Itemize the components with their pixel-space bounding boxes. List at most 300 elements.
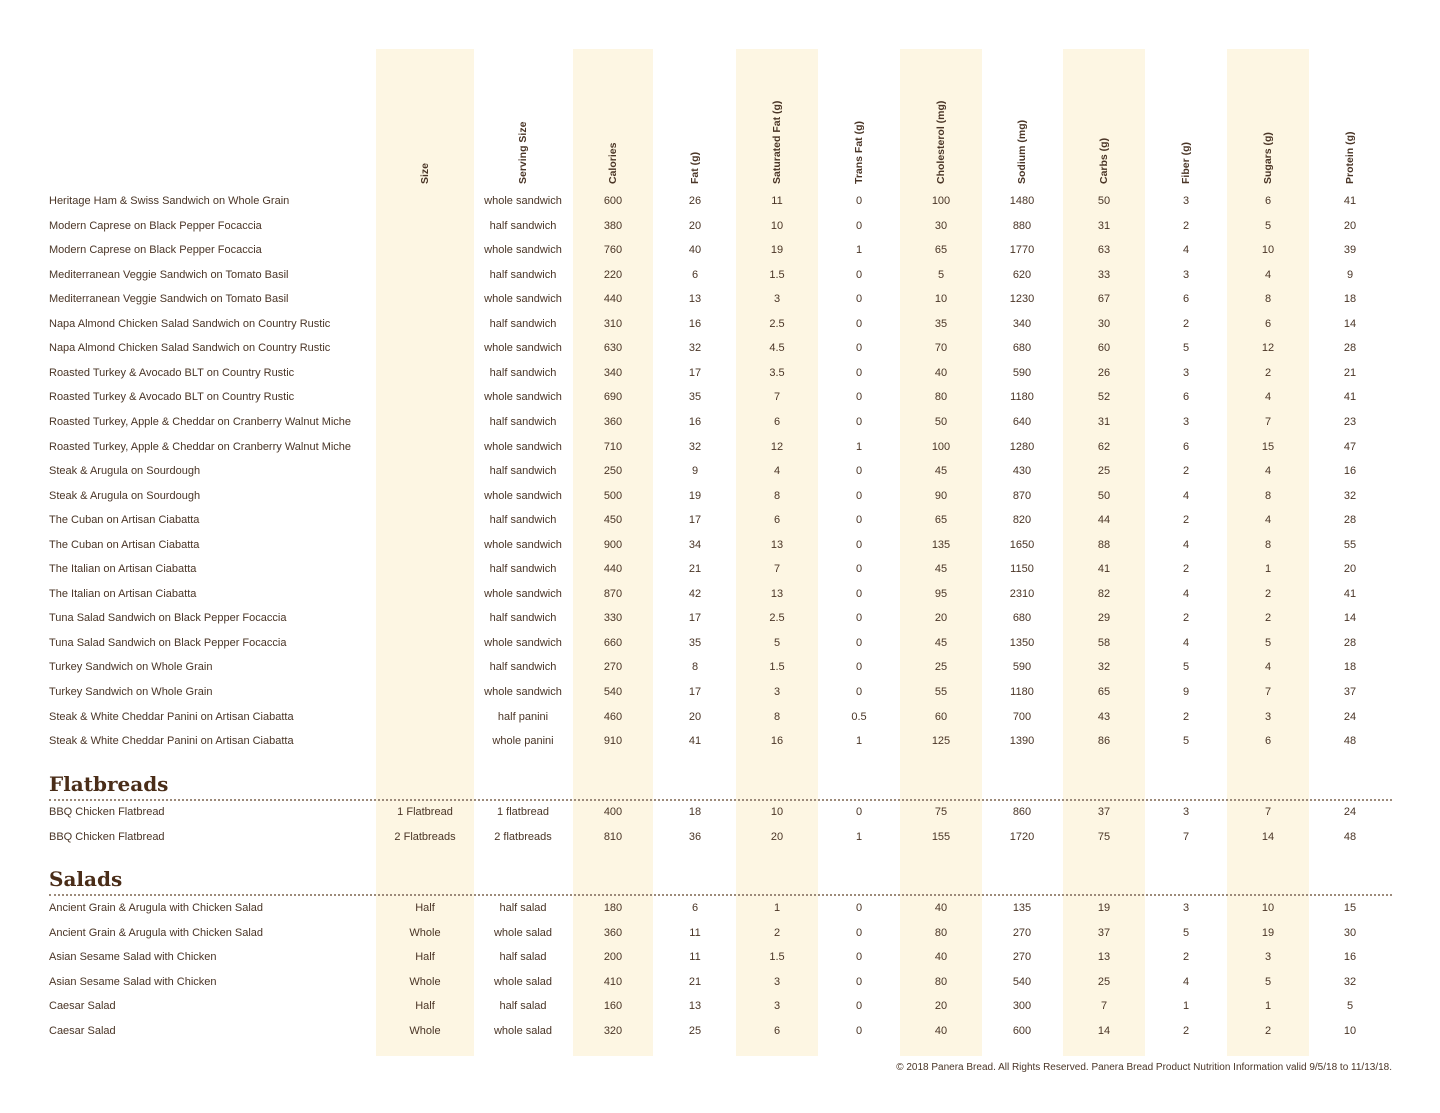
cell-serving: half sandwich (489, 612, 557, 625)
cell-pro: 39 (1343, 244, 1357, 257)
cell-sug: 10 (1261, 244, 1275, 257)
cell-trans: 0 (855, 391, 863, 404)
cell-sug: 5 (1264, 219, 1272, 232)
item-name: Caesar Salad (49, 1000, 116, 1013)
cell-size (370, 264, 480, 286)
item-name: Steak & White Cheddar Panini on Artisan Ciabatta (49, 710, 294, 723)
table-row (0, 922, 1440, 944)
cell-sug: 4 (1264, 514, 1272, 527)
column-header-label: Sodium (mg) (1016, 119, 1028, 184)
item-name: Modern Caprese on Black Pepper Focaccia (49, 244, 262, 257)
cell-sod: 640 (1012, 415, 1032, 428)
table-row (0, 681, 1440, 703)
cell-fat: 41 (688, 735, 702, 748)
table-row (0, 215, 1440, 237)
cell-trans: 0 (855, 902, 863, 914)
cell-sug: 2 (1264, 612, 1272, 625)
cell-cal: 450 (603, 514, 623, 527)
cell-sat: 3 (773, 686, 781, 698)
cell-fat: 11 (689, 926, 701, 939)
cell-sat: 2.5 (769, 612, 785, 625)
item-name: BBQ Chicken Flatbread (49, 806, 165, 818)
table-row (0, 1020, 1440, 1042)
cell-chol: 100 (931, 440, 951, 453)
cell-sug: 6 (1264, 735, 1272, 748)
cell-cal: 160 (603, 1000, 623, 1013)
cell-size: Whole (409, 975, 441, 988)
cell-fib: 5 (1182, 661, 1190, 674)
cell-chol: 125 (931, 735, 951, 748)
cell-carb: 52 (1097, 391, 1111, 404)
cell-carb: 82 (1097, 587, 1111, 600)
cell-chol: 70 (934, 342, 948, 355)
cell-serving: half sandwich (489, 415, 557, 428)
cell-cal: 540 (603, 686, 623, 698)
cell-sod: 820 (1012, 514, 1032, 527)
cell-trans: 0 (855, 317, 863, 330)
cell-carb: 30 (1097, 317, 1111, 330)
cell-fat: 20 (688, 710, 702, 723)
cell-sod: 2310 (1009, 587, 1035, 600)
cell-fat: 32 (688, 342, 702, 355)
cell-trans: 0 (855, 342, 863, 355)
cell-cal: 200 (603, 951, 623, 964)
cell-carb: 88 (1097, 538, 1111, 551)
cell-pro: 24 (1343, 806, 1357, 818)
item-name: Asian Sesame Salad with Chicken (49, 951, 217, 964)
cell-size (370, 215, 480, 237)
column-header-label: Saturated Fat (g) (771, 100, 783, 184)
table-row (0, 190, 1440, 212)
cell-fat: 9 (691, 465, 699, 478)
cell-fib: 3 (1182, 366, 1190, 379)
cell-sod: 1390 (1009, 735, 1035, 748)
cell-sod: 540 (1012, 975, 1032, 988)
cell-serving: whole sandwich (484, 440, 562, 453)
table-row (0, 946, 1440, 968)
cell-pro: 9 (1346, 268, 1354, 281)
cell-size: Half (415, 902, 435, 914)
cell-fib: 2 (1182, 465, 1190, 478)
cell-chol: 25 (934, 661, 948, 674)
cell-chol: 40 (934, 902, 948, 914)
cell-fat: 16 (688, 317, 702, 330)
cell-pro: 47 (1343, 440, 1357, 453)
cell-carb: 33 (1097, 268, 1111, 281)
cell-sod: 1350 (1009, 636, 1035, 649)
cell-fib: 6 (1182, 440, 1190, 453)
cell-sug: 7 (1264, 806, 1272, 818)
cell-trans: 0.5 (851, 710, 867, 723)
cell-trans: 0 (855, 686, 863, 698)
cell-fib: 4 (1182, 636, 1190, 649)
cell-trans: 0 (855, 366, 863, 379)
section-divider (49, 894, 1392, 896)
cell-fib: 6 (1182, 293, 1190, 306)
cell-chol: 80 (934, 926, 948, 939)
cell-pro: 41 (1343, 391, 1357, 404)
cell-fib: 3 (1182, 806, 1190, 818)
cell-size: Whole (409, 926, 441, 939)
table-row (0, 632, 1440, 654)
cell-size (370, 730, 480, 752)
cell-fib: 3 (1182, 268, 1190, 281)
cell-chol: 20 (934, 612, 948, 625)
cell-fib: 2 (1182, 563, 1190, 576)
cell-pro: 14 (1343, 612, 1357, 625)
cell-trans: 0 (855, 806, 863, 818)
cell-sug: 4 (1264, 465, 1272, 478)
cell-pro: 20 (1343, 563, 1357, 576)
cell-chol: 40 (934, 366, 948, 379)
cell-sod: 300 (1012, 1000, 1032, 1013)
cell-chol: 60 (934, 710, 948, 723)
cell-serving: half panini (497, 710, 549, 723)
cell-serving: half sandwich (489, 465, 557, 478)
cell-serving: whole sandwich (484, 244, 562, 257)
cell-serving: whole sandwich (484, 587, 562, 600)
cell-cal: 440 (603, 563, 623, 576)
cell-pro: 24 (1343, 710, 1357, 723)
cell-carb: 50 (1097, 195, 1111, 207)
cell-trans: 0 (855, 489, 863, 502)
cell-chol: 20 (934, 1000, 948, 1013)
cell-pro: 28 (1343, 342, 1357, 355)
column-header-label: Protein (g) (1344, 131, 1356, 184)
cell-pro: 21 (1343, 366, 1357, 379)
cell-carb: 37 (1097, 926, 1111, 939)
cell-sug: 1 (1264, 1000, 1272, 1013)
item-name: Caesar Salad (49, 1024, 116, 1037)
cell-chol: 55 (934, 686, 948, 698)
cell-cal: 250 (603, 465, 623, 478)
cell-fib: 6 (1182, 391, 1190, 404)
table-row (0, 460, 1440, 482)
cell-sod: 1650 (1009, 538, 1035, 551)
cell-trans: 1 (855, 830, 863, 843)
cell-fib: 2 (1182, 514, 1190, 527)
cell-sod: 600 (1012, 1024, 1032, 1037)
cell-trans: 0 (855, 563, 863, 576)
cell-serving: whole panini (492, 735, 554, 748)
cell-serving: half sandwich (489, 661, 557, 674)
cell-serving: whole sandwich (484, 636, 562, 649)
cell-fat: 19 (688, 489, 702, 502)
cell-chol: 40 (934, 1024, 948, 1037)
cell-chol: 80 (934, 391, 948, 404)
cell-sat: 6 (773, 415, 781, 428)
cell-trans: 0 (855, 195, 863, 207)
cell-size: Half (415, 951, 435, 964)
cell-cal: 690 (603, 391, 623, 404)
cell-sat: 13 (770, 587, 784, 600)
cell-cal: 270 (603, 661, 623, 674)
cell-sat: 11 (771, 195, 783, 207)
column-header-label: Fat (g) (689, 151, 701, 184)
column-header-label: Fiber (g) (1180, 142, 1192, 184)
item-name: The Italian on Artisan Ciabatta (49, 563, 197, 576)
cell-fat: 11 (689, 951, 701, 964)
cell-fat: 21 (688, 975, 702, 988)
cell-pro: 5 (1346, 1000, 1354, 1013)
cell-chol: 50 (934, 415, 948, 428)
cell-cal: 710 (603, 440, 623, 453)
cell-sod: 270 (1012, 926, 1032, 939)
item-name: Steak & Arugula on Sourdough (49, 465, 201, 478)
cell-size (370, 190, 480, 212)
cell-trans: 0 (855, 465, 863, 478)
cell-chol: 35 (934, 317, 948, 330)
table-row (0, 509, 1440, 531)
cell-pro: 15 (1343, 902, 1357, 914)
cell-chol: 30 (934, 219, 948, 232)
cell-serving: whole sandwich (484, 489, 562, 502)
cell-trans: 0 (855, 612, 863, 625)
cell-serving: whole salad (493, 1024, 553, 1037)
cell-sug: 5 (1264, 636, 1272, 649)
table-row (0, 583, 1440, 605)
cell-sod: 860 (1012, 806, 1032, 818)
cell-serving: 1 flatbread (497, 806, 549, 818)
cell-trans: 0 (855, 926, 863, 939)
cell-chol: 80 (934, 975, 948, 988)
cell-fib: 2 (1182, 1024, 1190, 1037)
cell-fat: 35 (688, 391, 702, 404)
cell-carb: 7 (1100, 1000, 1108, 1013)
cell-carb: 32 (1097, 661, 1111, 674)
cell-serving: half sandwich (489, 563, 557, 576)
cell-trans: 0 (855, 587, 863, 600)
cell-sug: 3 (1264, 710, 1272, 723)
cell-chol: 45 (934, 636, 948, 649)
cell-serving: half sandwich (489, 514, 557, 527)
cell-fat: 35 (688, 636, 702, 649)
cell-sod: 1180 (1010, 391, 1034, 404)
cell-fat: 8 (691, 661, 699, 674)
cell-sat: 5 (773, 636, 781, 649)
cell-chol: 90 (934, 489, 948, 502)
cell-carb: 41 (1097, 563, 1111, 576)
cell-sod: 620 (1012, 268, 1032, 281)
cell-fat: 6 (691, 268, 699, 281)
cell-size (370, 706, 480, 728)
cell-chol: 135 (931, 538, 951, 551)
cell-serving: whole sandwich (484, 195, 562, 207)
cell-carb: 43 (1097, 710, 1111, 723)
column-header-label: Size (419, 162, 431, 184)
cell-pro: 32 (1343, 975, 1357, 988)
cell-sat: 2 (773, 926, 781, 939)
table-row (0, 607, 1440, 629)
cell-pro: 37 (1343, 686, 1357, 698)
item-name: Steak & White Cheddar Panini on Artisan Ciabatta (49, 735, 294, 748)
cell-sat: 12 (770, 440, 784, 453)
cell-sug: 6 (1264, 195, 1272, 207)
item-name: Turkey Sandwich on Whole Grain (49, 686, 213, 698)
cell-sod: 590 (1012, 366, 1032, 379)
table-row (0, 436, 1440, 458)
cell-sug: 6 (1264, 317, 1272, 330)
cell-cal: 600 (603, 195, 623, 207)
cell-cal: 330 (603, 612, 623, 625)
cell-carb: 63 (1097, 244, 1111, 257)
cell-pro: 28 (1343, 636, 1357, 649)
cell-carb: 50 (1097, 489, 1111, 502)
cell-carb: 75 (1097, 830, 1111, 843)
cell-pro: 18 (1343, 293, 1357, 306)
cell-sug: 2 (1264, 587, 1272, 600)
cell-carb: 31 (1097, 415, 1111, 428)
cell-pro: 55 (1343, 538, 1357, 551)
table-row (0, 288, 1440, 310)
item-name: Modern Caprese on Black Pepper Focaccia (49, 219, 262, 232)
cell-size (370, 632, 480, 654)
table-row (0, 239, 1440, 261)
cell-cal: 400 (603, 806, 623, 818)
table-row (0, 897, 1440, 919)
cell-carb: 25 (1097, 465, 1111, 478)
item-name: Mediterranean Veggie Sandwich on Tomato Basil (49, 293, 289, 306)
cell-pro: 16 (1343, 465, 1357, 478)
item-name: Mediterranean Veggie Sandwich on Tomato Basil (49, 268, 289, 281)
cell-cal: 910 (603, 735, 623, 748)
cell-sat: 4 (773, 465, 781, 478)
cell-carb: 26 (1097, 366, 1111, 379)
cell-fib: 3 (1182, 415, 1190, 428)
cell-size (370, 386, 480, 408)
cell-sat: 3 (773, 1000, 781, 1013)
cell-serving: half sandwich (489, 366, 557, 379)
section-title: Flatbreads (49, 772, 169, 796)
cell-cal: 310 (603, 317, 623, 330)
cell-fat: 36 (688, 830, 702, 843)
cell-fat: 16 (688, 415, 702, 428)
cell-cal: 220 (603, 268, 623, 281)
cell-carb: 86 (1097, 735, 1111, 748)
cell-fat: 20 (688, 219, 702, 232)
cell-sod: 340 (1012, 317, 1032, 330)
cell-serving: half salad (499, 1000, 547, 1013)
column-header-label: Sugars (g) (1262, 132, 1274, 184)
cell-sat: 3.5 (769, 366, 785, 379)
column-header-label: Cholesterol (mg) (935, 100, 947, 184)
cell-sat: 20 (770, 830, 784, 843)
item-name: Napa Almond Chicken Salad Sandwich on Country Rustic (49, 317, 331, 330)
column-header-label: Calories (607, 142, 619, 184)
cell-fib: 4 (1182, 587, 1190, 600)
cell-sug: 8 (1264, 538, 1272, 551)
cell-trans: 0 (855, 415, 863, 428)
cell-size: Half (415, 1000, 435, 1013)
item-name: Ancient Grain & Arugula with Chicken Salad (49, 902, 264, 914)
cell-size (370, 337, 480, 359)
cell-fat: 32 (688, 440, 702, 453)
item-name: The Cuban on Artisan Ciabatta (49, 514, 200, 527)
cell-sat: 10 (770, 806, 784, 818)
cell-sug: 1 (1264, 563, 1272, 576)
cell-sug: 7 (1264, 415, 1272, 428)
cell-serving: 2 flatbreads (494, 830, 552, 843)
cell-trans: 0 (855, 661, 863, 674)
cell-trans: 0 (855, 514, 863, 527)
cell-sug: 2 (1264, 1024, 1272, 1037)
cell-trans: 0 (855, 293, 863, 306)
cell-cal: 460 (603, 710, 623, 723)
cell-carb: 62 (1097, 440, 1111, 453)
cell-cal: 340 (603, 366, 623, 379)
cell-size: 1 Flatbread (397, 806, 453, 818)
cell-sod: 1720 (1009, 830, 1035, 843)
cell-chol: 75 (934, 806, 948, 818)
item-name: BBQ Chicken Flatbread (49, 830, 165, 843)
cell-chol: 45 (934, 563, 948, 576)
cell-fib: 2 (1182, 612, 1190, 625)
item-name: The Cuban on Artisan Ciabatta (49, 538, 200, 551)
item-name: Roasted Turkey, Apple & Cheddar on Cranberry Walnut Miche (49, 440, 352, 453)
cell-sat: 6 (773, 1024, 781, 1037)
cell-pro: 48 (1343, 735, 1357, 748)
cell-fib: 9 (1182, 686, 1190, 698)
cell-cal: 870 (603, 587, 623, 600)
cell-size (370, 362, 480, 384)
cell-trans: 1 (855, 735, 863, 748)
cell-sat: 2.5 (769, 317, 785, 330)
cell-cal: 660 (603, 636, 623, 649)
cell-sug: 12 (1261, 342, 1275, 355)
cell-fat: 34 (688, 538, 702, 551)
cell-serving: whole salad (493, 975, 553, 988)
cell-sug: 4 (1264, 391, 1272, 404)
column-header-label: Serving Size (517, 121, 529, 184)
cell-trans: 0 (855, 219, 863, 232)
cell-sat: 3 (773, 975, 781, 988)
cell-sod: 270 (1012, 951, 1032, 964)
cell-fib: 5 (1182, 342, 1190, 355)
cell-fib: 4 (1182, 538, 1190, 551)
cell-size (370, 288, 480, 310)
cell-chol: 5 (937, 268, 945, 281)
cell-serving: whole sandwich (484, 538, 562, 551)
cell-trans: 1 (855, 244, 863, 257)
cell-size (370, 411, 480, 433)
cell-fib: 2 (1182, 317, 1190, 330)
cell-fib: 5 (1182, 926, 1190, 939)
table-row (0, 264, 1440, 286)
cell-chol: 10 (934, 293, 948, 306)
cell-trans: 0 (855, 1000, 863, 1013)
item-name: Roasted Turkey & Avocado BLT on Country Rustic (49, 391, 295, 404)
cell-carb: 37 (1097, 806, 1111, 818)
cell-pro: 23 (1343, 415, 1357, 428)
cell-chol: 95 (934, 587, 948, 600)
cell-sod: 680 (1012, 612, 1032, 625)
cell-chol: 45 (934, 465, 948, 478)
cell-sat: 7 (773, 391, 781, 404)
item-name: Ancient Grain & Arugula with Chicken Salad (49, 926, 264, 939)
cell-size (370, 436, 480, 458)
cell-size (370, 509, 480, 531)
cell-trans: 0 (855, 975, 863, 988)
cell-size (370, 239, 480, 261)
cell-sat: 1 (773, 902, 781, 914)
table-row (0, 386, 1440, 408)
cell-size: Whole (409, 1024, 441, 1037)
cell-sug: 10 (1261, 902, 1275, 914)
cell-sod: 430 (1012, 465, 1032, 478)
copyright-footer: © 2018 Panera Bread. All Rights Reserved. Panera Bread Product Nutrition Information valid 9/5/18 to 11/13/18. (896, 1062, 1392, 1073)
cell-carb: 25 (1097, 975, 1111, 988)
cell-trans: 0 (855, 636, 863, 649)
